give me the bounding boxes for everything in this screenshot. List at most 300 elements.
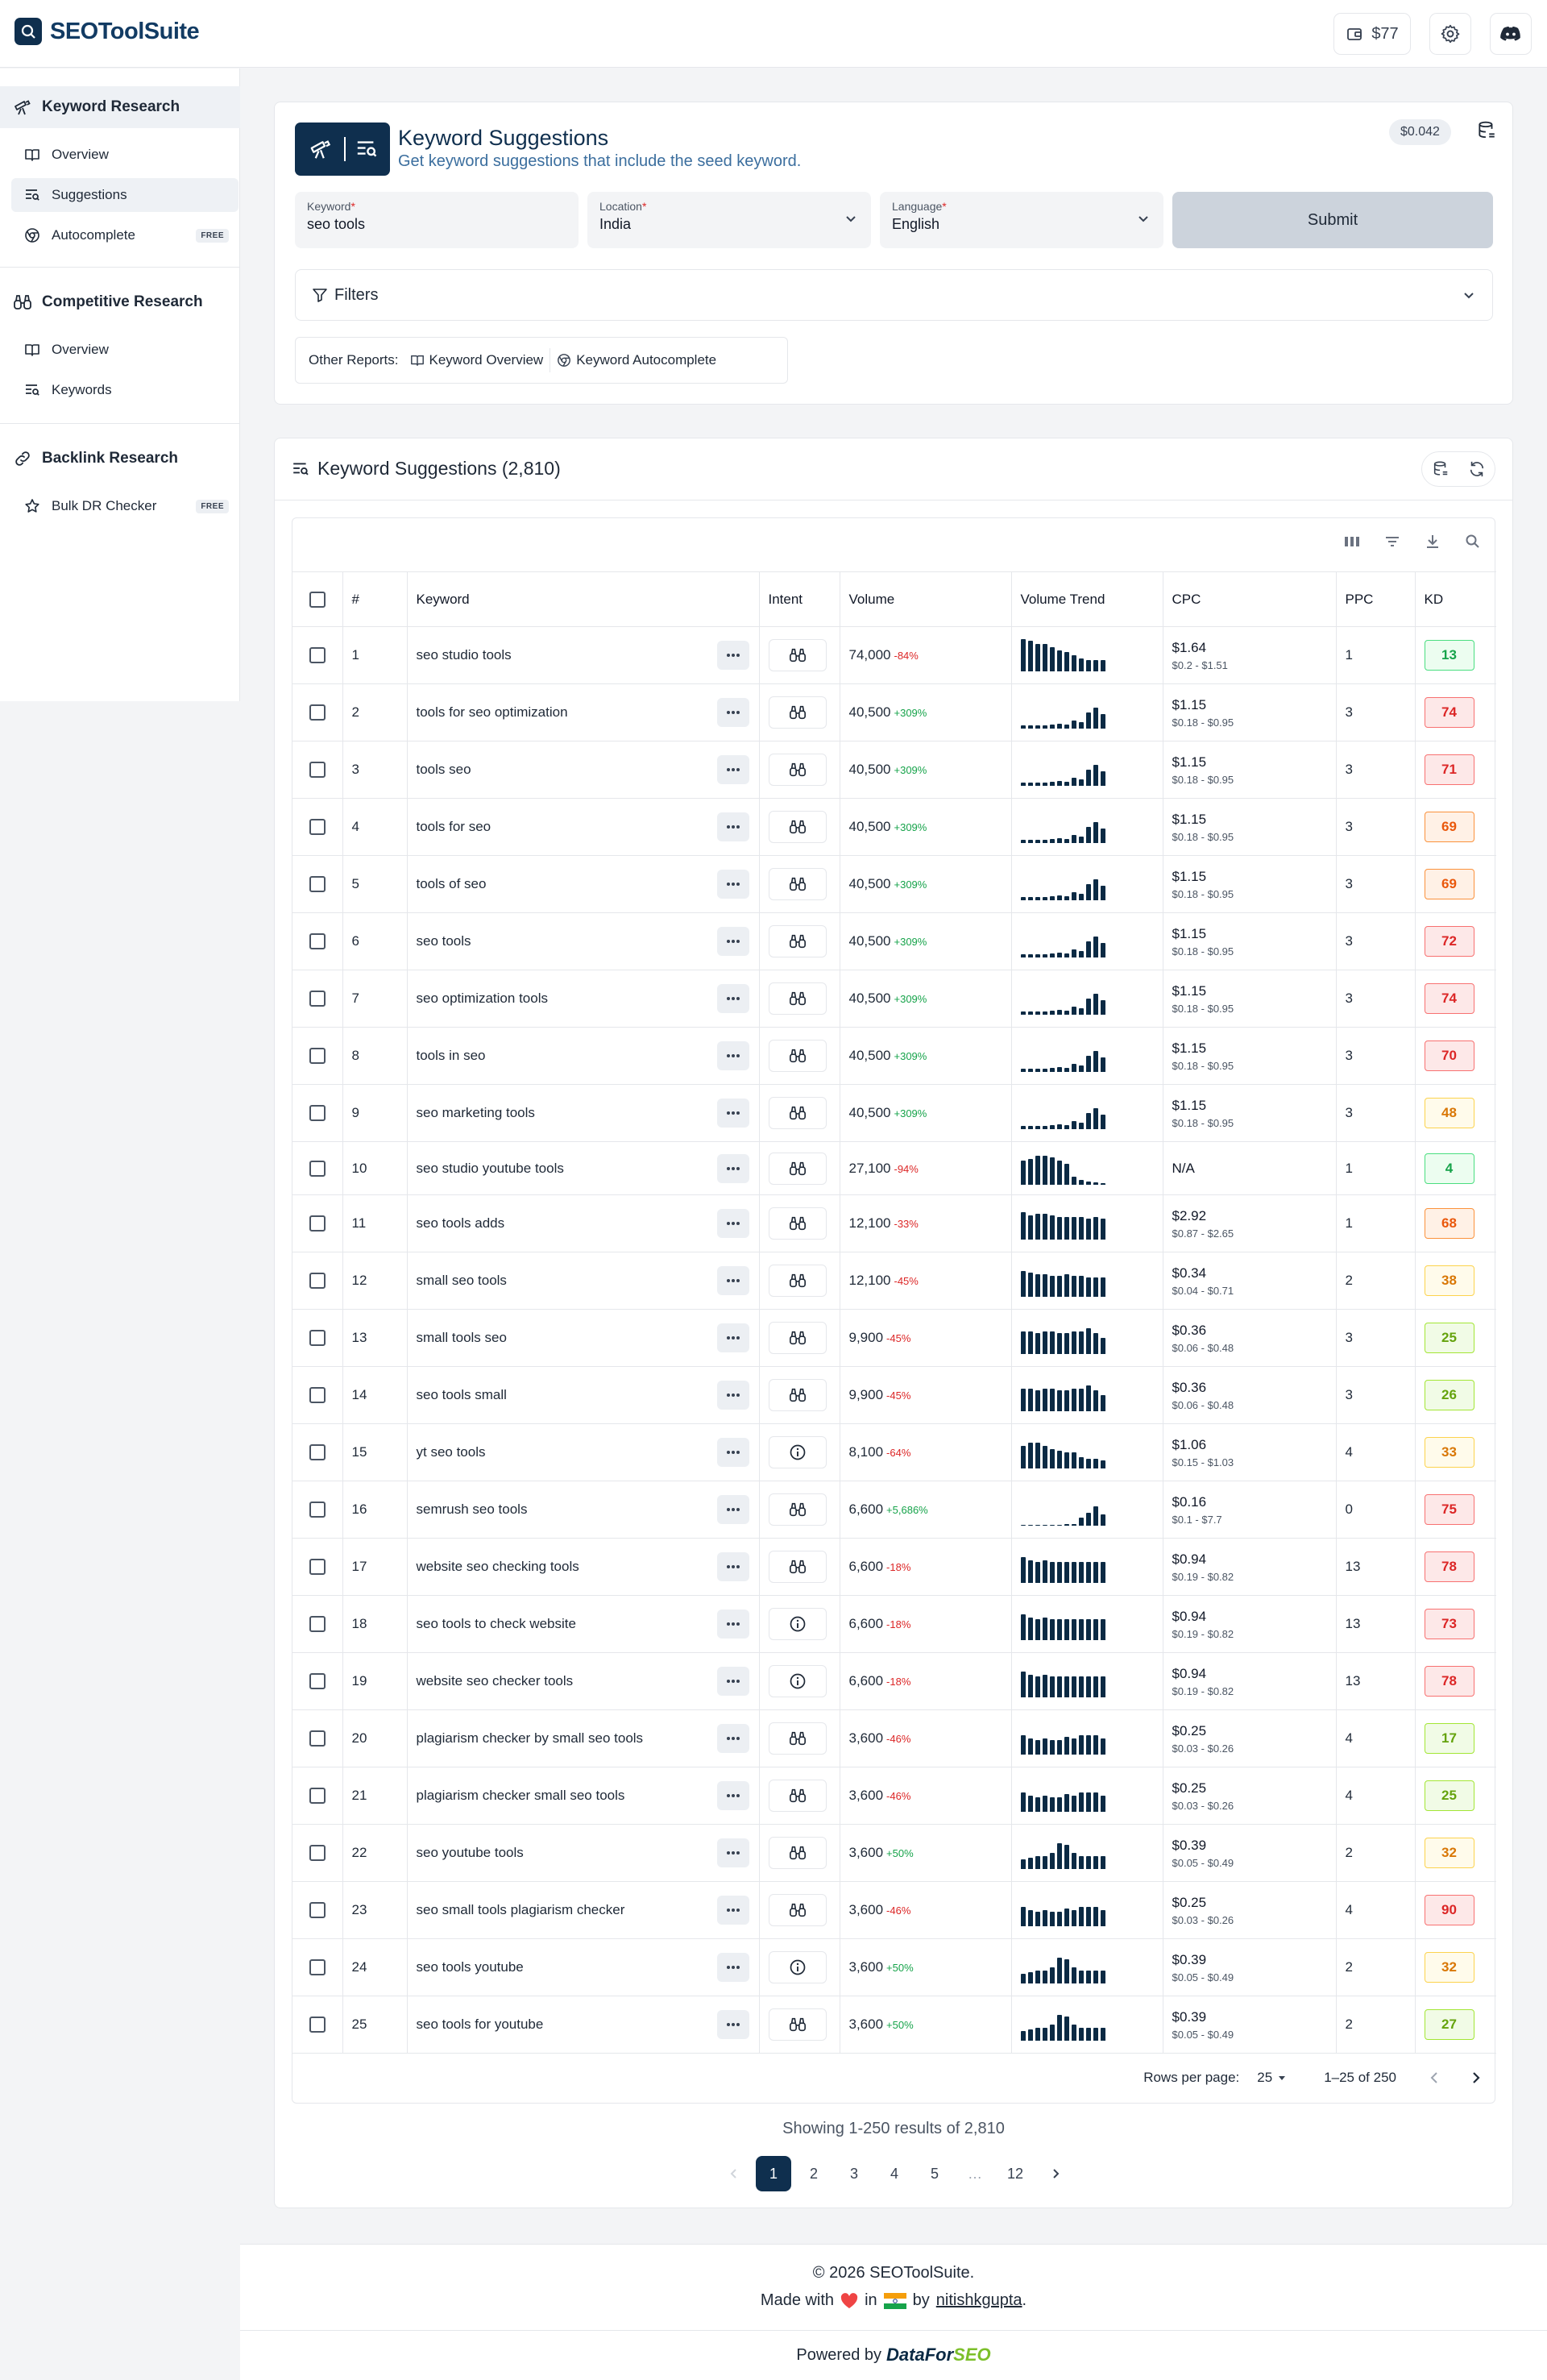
intent-badge[interactable] bbox=[769, 1894, 827, 1926]
row-select-cell[interactable] bbox=[292, 1539, 342, 1596]
row-checkbox[interactable] bbox=[309, 762, 326, 778]
volume-trend-cell bbox=[1011, 1710, 1163, 1767]
more-options-button[interactable] bbox=[717, 2010, 749, 2039]
intent-badge[interactable] bbox=[769, 1493, 827, 1526]
trend-bar bbox=[1064, 1909, 1069, 1926]
more-options-button[interactable] bbox=[717, 1323, 749, 1352]
ppc-cell: 3 bbox=[1336, 741, 1415, 799]
trend-bar bbox=[1072, 1331, 1076, 1354]
intent-badge[interactable] bbox=[769, 811, 827, 843]
intent-badge[interactable] bbox=[769, 1436, 827, 1468]
intent-badge[interactable] bbox=[769, 754, 827, 786]
sidebar-item-bulk-dr-checker[interactable] bbox=[11, 489, 238, 523]
more-options-button[interactable] bbox=[717, 870, 749, 899]
row-checkbox[interactable] bbox=[309, 2017, 326, 2033]
cpc-value: $2.92 bbox=[1172, 1207, 1207, 1223]
trend-bar bbox=[1079, 1971, 1084, 1983]
row-checkbox[interactable] bbox=[309, 1730, 326, 1747]
more-horizontal-icon bbox=[726, 1393, 740, 1398]
binoculars-icon bbox=[789, 818, 807, 836]
trend-bar bbox=[1101, 1395, 1105, 1411]
keyword-autocomplete-link[interactable] bbox=[557, 352, 716, 368]
row-select-cell[interactable] bbox=[292, 627, 342, 684]
cpc-cell bbox=[1163, 684, 1336, 741]
cpc-cell bbox=[1163, 1085, 1336, 1142]
trend-bar bbox=[1043, 1274, 1047, 1297]
volume-cell bbox=[840, 1825, 1011, 1882]
keyword-text[interactable]: seo small tools plagiarism checker bbox=[416, 1902, 625, 1917]
results-actions bbox=[1421, 451, 1495, 487]
intent-badge[interactable] bbox=[769, 1322, 827, 1354]
table-row[interactable] bbox=[292, 970, 1496, 1028]
rows-per-page-select[interactable] bbox=[1257, 2070, 1287, 2086]
row-select-cell[interactable] bbox=[292, 1195, 342, 1252]
trend-bar bbox=[1050, 839, 1055, 843]
trend-bar bbox=[1057, 1676, 1062, 1697]
cpc-range: $0.05 - $0.49 bbox=[1172, 2028, 1234, 2041]
row-select-cell[interactable] bbox=[292, 856, 342, 913]
volume-value: 40,500 bbox=[848, 876, 891, 891]
keyword-text[interactable]: seo studio youtube tools bbox=[416, 1160, 564, 1176]
keyword-text[interactable]: tools for seo optimization bbox=[416, 704, 568, 720]
more-options-button[interactable] bbox=[717, 755, 749, 784]
volume-cell bbox=[840, 1939, 1011, 1996]
ppc-cell: 1 bbox=[1336, 1142, 1415, 1195]
location-select[interactable]: Location* India bbox=[587, 192, 871, 248]
row-select-cell[interactable] bbox=[292, 1481, 342, 1539]
column-header-cpc[interactable]: CPC bbox=[1163, 572, 1336, 627]
trend-bar bbox=[1101, 943, 1105, 957]
row-select-cell[interactable] bbox=[292, 1596, 342, 1653]
column-header-number[interactable]: # bbox=[342, 572, 407, 627]
intent-badge[interactable] bbox=[769, 639, 827, 671]
cpc-cell bbox=[1163, 856, 1336, 913]
pager-page-4[interactable]: 4 bbox=[890, 2165, 898, 2182]
table-row[interactable] bbox=[292, 1825, 1496, 1882]
volume-trend-sparkline bbox=[1021, 811, 1163, 843]
volume-change: +309% bbox=[894, 764, 927, 776]
columns-icon[interactable] bbox=[1343, 533, 1361, 550]
keyword-text[interactable]: semrush seo tools bbox=[416, 1502, 528, 1517]
intent-badge[interactable] bbox=[769, 1551, 827, 1583]
volume-trend-sparkline bbox=[1021, 1608, 1163, 1640]
sidebar-section-keyword-research[interactable] bbox=[0, 86, 240, 128]
trend-bar bbox=[1101, 1738, 1105, 1755]
column-header-volume-trend[interactable]: Volume Trend bbox=[1011, 572, 1163, 627]
filters-accordion[interactable] bbox=[295, 269, 1493, 321]
trend-bar bbox=[1079, 951, 1084, 957]
row-select-cell[interactable] bbox=[292, 1939, 342, 1996]
kd-cell bbox=[1415, 1939, 1496, 1996]
more-options-button[interactable] bbox=[717, 641, 749, 670]
column-header-kd[interactable]: KD bbox=[1415, 572, 1496, 627]
trend-bar bbox=[1064, 1959, 1069, 1983]
row-select-cell[interactable] bbox=[292, 684, 342, 741]
intent-badge[interactable] bbox=[769, 1265, 827, 1297]
keyword-text[interactable]: small tools seo bbox=[416, 1330, 507, 1345]
more-options-button[interactable] bbox=[717, 1724, 749, 1753]
pager-next-icon[interactable] bbox=[1038, 2156, 1073, 2191]
table-row[interactable] bbox=[292, 627, 1496, 684]
trend-bar bbox=[1028, 1972, 1033, 1983]
row-checkbox[interactable] bbox=[309, 704, 326, 721]
cpc-cell bbox=[1163, 1710, 1336, 1767]
dataforseo-logo[interactable] bbox=[886, 2345, 991, 2365]
more-options-button[interactable] bbox=[717, 1781, 749, 1810]
keyword-text[interactable]: website seo checking tools bbox=[416, 1559, 579, 1574]
row-select-cell[interactable] bbox=[292, 1310, 342, 1367]
kd-badge: 48 bbox=[1425, 1098, 1474, 1128]
volume-cell bbox=[840, 970, 1011, 1028]
row-checkbox[interactable] bbox=[309, 1161, 326, 1177]
row-checkbox[interactable] bbox=[309, 1559, 326, 1575]
table-row[interactable] bbox=[292, 799, 1496, 856]
trend-bar bbox=[1101, 1971, 1105, 1983]
row-checkbox[interactable] bbox=[309, 1387, 326, 1403]
table-row[interactable] bbox=[292, 1310, 1496, 1367]
sidebar-section-competitive-research[interactable] bbox=[0, 281, 240, 323]
keyword-cell bbox=[407, 1424, 759, 1481]
trend-bar bbox=[1064, 1333, 1069, 1354]
intent-badge[interactable] bbox=[769, 1040, 827, 1072]
trend-bar bbox=[1050, 1389, 1055, 1411]
volume-trend-cell bbox=[1011, 1481, 1163, 1539]
cpc-value: $0.36 bbox=[1172, 1379, 1207, 1395]
row-select-cell[interactable] bbox=[292, 1367, 342, 1424]
volume-cell bbox=[840, 1653, 1011, 1710]
table-pagination bbox=[291, 2053, 1495, 2103]
volume-change: +309% bbox=[894, 878, 927, 891]
intent-badge[interactable] bbox=[769, 1608, 827, 1640]
row-select-cell[interactable] bbox=[292, 1028, 342, 1085]
pager-page-1[interactable]: 1 bbox=[756, 2156, 791, 2191]
cpc-value: $1.15 bbox=[1172, 696, 1207, 712]
row-checkbox[interactable] bbox=[309, 1273, 326, 1289]
credits-database-icon[interactable] bbox=[1476, 119, 1497, 146]
keyword-table bbox=[292, 571, 1496, 2054]
more-options-button[interactable] bbox=[717, 927, 749, 956]
trend-bar bbox=[1093, 1792, 1098, 1812]
cpc-cell bbox=[1163, 1825, 1336, 1882]
more-options-button[interactable] bbox=[717, 1209, 749, 1238]
kd-badge: 74 bbox=[1425, 697, 1474, 728]
more-options-button[interactable] bbox=[717, 1953, 749, 1982]
text-search-icon bbox=[292, 460, 309, 478]
keyword-text[interactable]: small seo tools bbox=[416, 1273, 507, 1288]
volume-cell bbox=[840, 1424, 1011, 1481]
more-options-button[interactable] bbox=[717, 1381, 749, 1410]
row-checkbox[interactable] bbox=[309, 1788, 326, 1804]
volume-trend-sparkline bbox=[1021, 1551, 1163, 1583]
keyword-text[interactable]: seo tools to check website bbox=[416, 1616, 576, 1631]
more-options-button[interactable] bbox=[717, 1041, 749, 1070]
refresh-icon[interactable] bbox=[1468, 460, 1486, 478]
keyword-text[interactable]: seo optimization tools bbox=[416, 991, 548, 1006]
table-row[interactable] bbox=[292, 913, 1496, 970]
row-select-cell[interactable] bbox=[292, 970, 342, 1028]
row-select-cell[interactable] bbox=[292, 1825, 342, 1882]
row-checkbox[interactable] bbox=[309, 1959, 326, 1975]
keyword-text[interactable]: seo marketing tools bbox=[416, 1105, 535, 1120]
rows-range: 1–25 of 250 bbox=[1324, 2070, 1396, 2085]
more-options-button[interactable] bbox=[717, 1838, 749, 1867]
trend-bar bbox=[1028, 641, 1033, 671]
next-page-icon[interactable] bbox=[1467, 2070, 1483, 2086]
pager-ellipsis: … bbox=[968, 2165, 982, 2182]
binoculars-icon bbox=[789, 1272, 807, 1290]
row-checkbox[interactable] bbox=[309, 1673, 326, 1689]
sidebar-item-autocomplete[interactable] bbox=[11, 218, 238, 252]
row-checkbox[interactable] bbox=[309, 1215, 326, 1232]
brand-logo[interactable] bbox=[15, 18, 199, 45]
sidebar-item-suggestions[interactable] bbox=[11, 178, 238, 212]
row-checkbox[interactable] bbox=[309, 1105, 326, 1121]
row-checkbox[interactable] bbox=[309, 991, 326, 1007]
table-row[interactable] bbox=[292, 1195, 1496, 1252]
trend-bar bbox=[1086, 1619, 1091, 1640]
trend-bar bbox=[1021, 639, 1026, 671]
more-options-button[interactable] bbox=[717, 698, 749, 727]
intent-badge[interactable] bbox=[769, 1837, 827, 1869]
intent-badge[interactable] bbox=[769, 1722, 827, 1755]
column-header-volume[interactable]: Volume bbox=[840, 572, 1011, 627]
table-row[interactable] bbox=[292, 1710, 1496, 1767]
search-icon[interactable] bbox=[1464, 533, 1482, 550]
database-icon[interactable] bbox=[1432, 460, 1450, 478]
select-all-checkbox-cell[interactable] bbox=[292, 572, 342, 627]
footer-powered-by bbox=[240, 2345, 1547, 2365]
more-horizontal-icon bbox=[726, 1053, 740, 1058]
volume-trend-cell bbox=[1011, 913, 1163, 970]
intent-badge[interactable] bbox=[769, 1780, 827, 1812]
discord-button[interactable] bbox=[1490, 13, 1532, 55]
row-select-cell[interactable] bbox=[292, 1424, 342, 1481]
trend-bar bbox=[1035, 1971, 1040, 1983]
row-select-cell[interactable] bbox=[292, 741, 342, 799]
cpc-cell bbox=[1163, 1596, 1336, 1653]
keyword-text[interactable]: seo tools small bbox=[416, 1387, 507, 1402]
table-row[interactable] bbox=[292, 1367, 1496, 1424]
keyword-text[interactable]: plagiarism checker small seo tools bbox=[416, 1788, 625, 1803]
intent-badge[interactable] bbox=[769, 1097, 827, 1129]
pager-page-2[interactable]: 2 bbox=[809, 2165, 818, 2182]
trend-bar bbox=[1035, 954, 1040, 957]
intent-badge[interactable] bbox=[769, 868, 827, 900]
trend-bar bbox=[1101, 1057, 1105, 1072]
trend-bar bbox=[1086, 1676, 1091, 1697]
keyword-text[interactable]: tools in seo bbox=[416, 1048, 486, 1063]
intent-badge[interactable] bbox=[769, 1379, 827, 1411]
row-select-cell[interactable] bbox=[292, 1882, 342, 1939]
row-number: 17 bbox=[342, 1539, 407, 1596]
table-row[interactable] bbox=[292, 1767, 1496, 1825]
india-flag-icon bbox=[884, 2293, 906, 2309]
binoculars-icon bbox=[789, 1104, 807, 1122]
more-options-button[interactable] bbox=[717, 1266, 749, 1295]
row-checkbox[interactable] bbox=[309, 819, 326, 835]
sidebar-item-cr-overview[interactable] bbox=[11, 333, 238, 367]
table-row[interactable] bbox=[292, 741, 1496, 799]
table-row[interactable] bbox=[292, 1653, 1496, 1710]
download-icon[interactable] bbox=[1424, 533, 1441, 550]
keyword-text[interactable]: seo tools youtube bbox=[416, 1959, 524, 1975]
keyword-overview-link[interactable] bbox=[410, 352, 544, 368]
language-select[interactable]: Language* English bbox=[880, 192, 1163, 248]
kd-badge: 78 bbox=[1425, 1666, 1474, 1697]
pager-page-3[interactable]: 3 bbox=[849, 2165, 858, 2182]
more-options-button[interactable] bbox=[717, 1495, 749, 1524]
intent-badge[interactable] bbox=[769, 982, 827, 1015]
keyword-autocomplete-label: Keyword Autocomplete bbox=[576, 352, 717, 368]
results-title-text: Keyword Suggestions (2,810) bbox=[317, 458, 561, 479]
trend-bar bbox=[1028, 1215, 1033, 1240]
keyword-text[interactable]: seo studio tools bbox=[416, 647, 512, 662]
keyword-text[interactable]: seo tools bbox=[416, 933, 471, 949]
keyword-text[interactable]: seo youtube tools bbox=[416, 1845, 524, 1860]
intent-badge[interactable] bbox=[769, 1665, 827, 1697]
row-select-cell[interactable] bbox=[292, 1767, 342, 1825]
row-select-cell[interactable] bbox=[292, 1085, 342, 1142]
more-options-button[interactable] bbox=[717, 1154, 749, 1183]
intent-badge[interactable] bbox=[769, 925, 827, 957]
row-select-cell[interactable] bbox=[292, 913, 342, 970]
keyword-text[interactable]: tools of seo bbox=[416, 876, 487, 891]
table-row[interactable] bbox=[292, 1481, 1496, 1539]
keyword-text[interactable]: tools seo bbox=[416, 762, 471, 777]
trend-bar bbox=[1050, 1011, 1055, 1015]
kd-cell bbox=[1415, 1596, 1496, 1653]
row-checkbox[interactable] bbox=[309, 647, 326, 663]
intent-badge[interactable] bbox=[769, 1207, 827, 1240]
trend-bar bbox=[1093, 879, 1098, 900]
more-options-button[interactable] bbox=[717, 1438, 749, 1467]
submit-button[interactable]: Submit bbox=[1172, 192, 1493, 248]
keyword-text[interactable]: website seo checker tools bbox=[416, 1673, 574, 1688]
column-header-ppc[interactable]: PPC bbox=[1336, 572, 1415, 627]
keyword-text[interactable]: yt seo tools bbox=[416, 1444, 486, 1460]
keyword-text[interactable]: seo tools for youtube bbox=[416, 2017, 544, 2032]
keyword-text[interactable]: seo tools adds bbox=[416, 1215, 505, 1231]
table-row[interactable] bbox=[292, 684, 1496, 741]
author-link[interactable]: nitishkgupta bbox=[935, 2291, 1022, 2309]
trend-bar bbox=[1057, 1525, 1062, 1526]
info-icon bbox=[789, 1958, 807, 1976]
row-checkbox[interactable] bbox=[309, 1616, 326, 1632]
table-row[interactable] bbox=[292, 1939, 1496, 1996]
row-select-cell[interactable] bbox=[292, 1142, 342, 1195]
volume-trend-sparkline bbox=[1021, 639, 1163, 671]
kd-badge: 71 bbox=[1425, 754, 1474, 785]
intent-cell bbox=[759, 1028, 840, 1085]
more-horizontal-icon bbox=[726, 996, 740, 1001]
kd-badge: 17 bbox=[1425, 1723, 1474, 1754]
more-horizontal-icon bbox=[726, 1450, 740, 1455]
kd-cell bbox=[1415, 684, 1496, 741]
row-select-cell[interactable] bbox=[292, 1653, 342, 1710]
column-header-keyword[interactable]: Keyword bbox=[407, 572, 759, 627]
row-select-cell[interactable] bbox=[292, 1710, 342, 1767]
trend-bar bbox=[1050, 1215, 1055, 1240]
column-header-intent[interactable]: Intent bbox=[759, 572, 840, 627]
table-row[interactable] bbox=[292, 856, 1496, 913]
trend-bar bbox=[1057, 2015, 1062, 2041]
more-options-button[interactable] bbox=[717, 984, 749, 1013]
row-select-cell[interactable] bbox=[292, 1252, 342, 1310]
table-row[interactable] bbox=[292, 1996, 1496, 2054]
trend-bar bbox=[1101, 1619, 1105, 1640]
intent-cell bbox=[759, 1653, 840, 1710]
more-options-button[interactable] bbox=[717, 1610, 749, 1639]
table-row[interactable] bbox=[292, 1424, 1496, 1481]
intent-badge[interactable] bbox=[769, 696, 827, 729]
trend-bar bbox=[1035, 897, 1040, 900]
trend-bar bbox=[1028, 783, 1033, 786]
intent-badge[interactable] bbox=[769, 2008, 827, 2041]
rows-per-page-value: 25 bbox=[1257, 2070, 1273, 2085]
table-row[interactable] bbox=[292, 1028, 1496, 1085]
volume-value: 40,500 bbox=[848, 1048, 891, 1063]
trend-bar bbox=[1064, 1794, 1069, 1812]
row-checkbox[interactable] bbox=[309, 1845, 326, 1861]
row-checkbox[interactable] bbox=[309, 1444, 326, 1460]
table-row[interactable] bbox=[292, 1539, 1496, 1596]
keyword-text[interactable]: tools for seo bbox=[416, 819, 491, 834]
info-icon bbox=[789, 1615, 807, 1633]
more-options-button[interactable] bbox=[717, 1896, 749, 1925]
prev-page-icon[interactable] bbox=[1427, 2070, 1443, 2086]
settings-button[interactable] bbox=[1429, 13, 1471, 55]
table-row[interactable] bbox=[292, 1882, 1496, 1939]
more-options-button[interactable] bbox=[717, 812, 749, 841]
keyword-field[interactable]: Keyword* seo tools bbox=[295, 192, 579, 248]
row-select-cell[interactable] bbox=[292, 799, 342, 856]
sidebar-section-backlink-research[interactable] bbox=[0, 438, 240, 480]
sidebar-item-cr-keywords[interactable] bbox=[11, 373, 238, 407]
more-horizontal-icon bbox=[726, 1622, 740, 1626]
keyword-text[interactable]: plagiarism checker by small seo tools bbox=[416, 1730, 644, 1746]
link-icon bbox=[13, 449, 32, 468]
wallet-balance-button[interactable] bbox=[1333, 13, 1411, 55]
trend-bar bbox=[1057, 781, 1062, 786]
intent-badge[interactable] bbox=[769, 1951, 827, 1983]
table-row[interactable] bbox=[292, 1596, 1496, 1653]
more-options-button[interactable] bbox=[717, 1552, 749, 1581]
row-checkbox[interactable] bbox=[309, 1048, 326, 1064]
row-checkbox[interactable] bbox=[309, 1330, 326, 1346]
table-row[interactable] bbox=[292, 1142, 1496, 1195]
sidebar-item-kr-overview[interactable] bbox=[11, 138, 238, 172]
table-row[interactable] bbox=[292, 1252, 1496, 1310]
row-checkbox[interactable] bbox=[309, 1902, 326, 1918]
table-row[interactable] bbox=[292, 1085, 1496, 1142]
row-checkbox[interactable] bbox=[309, 933, 326, 949]
more-options-button[interactable] bbox=[717, 1099, 749, 1128]
trend-bar bbox=[1086, 999, 1091, 1015]
intent-cell bbox=[759, 799, 840, 856]
filter-list-icon[interactable] bbox=[1383, 533, 1401, 550]
row-select-cell[interactable] bbox=[292, 1996, 342, 2054]
row-checkbox[interactable] bbox=[309, 876, 326, 892]
pager-page-5[interactable]: 5 bbox=[930, 2165, 939, 2182]
row-checkbox[interactable] bbox=[309, 1502, 326, 1518]
pager-prev-icon[interactable] bbox=[716, 2156, 752, 2191]
more-options-button[interactable] bbox=[717, 1667, 749, 1696]
binoculars-icon bbox=[789, 1215, 807, 1232]
select-all-checkbox[interactable] bbox=[309, 592, 326, 608]
pager-page-12[interactable]: 12 bbox=[1006, 2165, 1024, 2182]
trend-bar bbox=[1028, 954, 1033, 957]
intent-badge[interactable] bbox=[769, 1153, 827, 1185]
